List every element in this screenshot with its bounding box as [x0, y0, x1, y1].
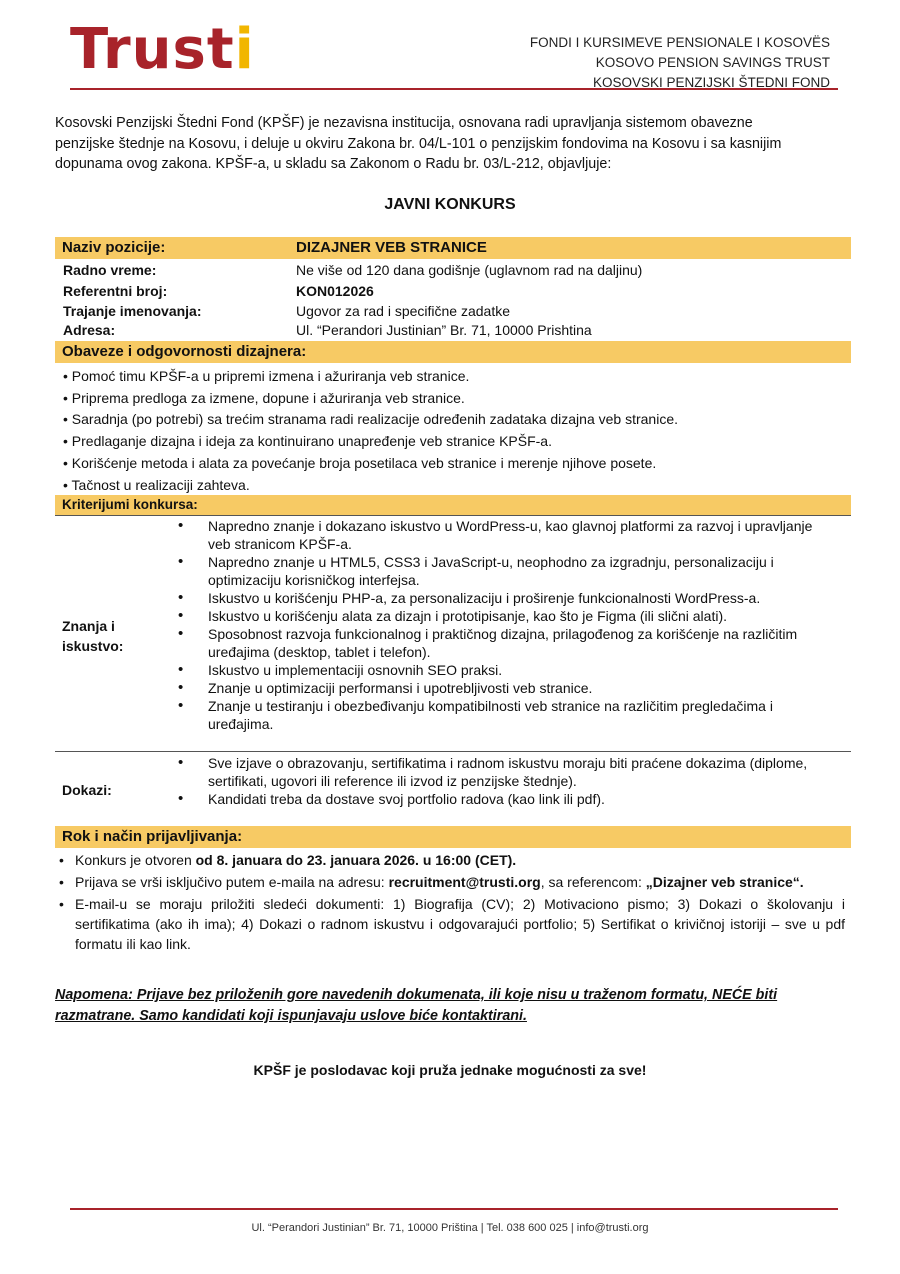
knowledge-item: • Znanje u optimizaciji performansi i upotrebljivosti veb stranice. [178, 679, 838, 697]
info-value: Ne više od 120 dana godišnje (uglavnom rad na daljinu) [296, 262, 643, 278]
dates-range: od 8. januara do 23. januara 2026. u 16:00 (CET). [195, 852, 517, 868]
knowledge-item: • Iskustvo u korišćenju PHP-a, za personalizaciju i proširenje funkcionalnosti WordPress-a. [178, 589, 838, 607]
info-row-reference [55, 281, 851, 301]
info-value: Ugovor za rad i specifične zadatke [296, 303, 510, 319]
position-band [55, 237, 851, 259]
application-list [55, 850, 845, 954]
info-label: Trajanje imenovanja: [63, 303, 202, 319]
info-label: Radno vreme: [63, 262, 157, 278]
info-label: Adresa: [63, 322, 116, 338]
duty-item: • Predlaganje dizajna i ideja za kontinuirano unapređenje veb stranice KPŠF-a. [63, 433, 552, 449]
knowledge-label [62, 616, 123, 656]
proof-label: Dokazi: [62, 782, 112, 798]
application-heading: Rok i način prijavljivanja: [62, 828, 243, 845]
position-value: DIZAJNER VEB STRANICE [296, 239, 487, 256]
duty-item: • Korišćenje metoda i alata za povećanje broja posetilaca veb stranice i merenje njihove posete. [63, 455, 657, 471]
email-reference: „Dizajner veb stranice“. [645, 874, 804, 890]
intro-line: penzijske štednje na Kosovu, i deluje u okviru Zakona br. 04/L-101 o penzijskim fondovima na Kosovu i sa kasnijim [55, 135, 782, 152]
trusti-logo [70, 17, 255, 82]
info-label: Referentni broj: [63, 283, 168, 299]
application-item-email [55, 872, 845, 892]
proof-item: • Kandidati treba da dostave svoj portfolio radova (kao link ili pdf). [178, 790, 838, 808]
info-row-duration [55, 301, 851, 321]
email-middle: , sa referencom: [540, 874, 646, 890]
footer-contact: Ul. “Perandori Justinian” Br. 71, 10000 Priština | Tel. 038 600 025 | info@trusti.org [251, 1222, 649, 1234]
duties-band [55, 341, 851, 363]
org-name-serbian: KOSOVSKI PENZIJSKI ŠTEDNI FOND [592, 75, 830, 90]
application-item-documents: • E-mail-u se moraju priložiti sledeći dokumenti: 1) Biografija (CV); 2) Motivaciono pismo; 3) Dokazi o školovanju i sertifikatima (ako ih ima); 4) Dokazi o radnom iskustvu i odgovarajući portfolio; 5) Sertifikat o krivičnoj istoriji – sve u pdf formatu ili kao link. [55, 894, 845, 954]
duty-item: • Saradnja (po potrebi) sa trećim stranama radi realizacije određenih zadataka dizajna veb stranice. [63, 411, 679, 427]
logo-main: Trust [70, 17, 235, 82]
criteria-heading: Kriterijumi konkursa: [62, 497, 198, 512]
proof-divider [55, 751, 851, 752]
header-divider [70, 88, 838, 90]
intro-line: Kosovski Penzijski Štedni Fond (KPŠF) je nezavisna institucija, osnovana radi upravljanja sistemom obavezne [55, 115, 753, 131]
recruitment-email-link[interactable]: recruitment@trusti.org [388, 874, 541, 890]
info-value: KON012026 [296, 283, 374, 299]
logo-last-letter: i [234, 17, 255, 82]
knowledge-list [178, 517, 838, 733]
email-prefix: Prijava se vrši isključivo putem e-maila na adresu: [75, 874, 389, 890]
dates-prefix: Konkurs je otvoren [75, 852, 196, 868]
knowledge-item: • Napredno znanje i dokazano iskustvo u WordPress-u, kao glavnoj platformi za razvoj i upravljanje veb stranicom KPŠF-a. [178, 517, 838, 553]
position-label: Naziv pozicije: [62, 239, 166, 256]
duties-heading: Obaveze i odgovornosti dizajnera: [62, 343, 307, 360]
proof-item: • Sve izjave o obrazovanju, sertifikatima i radnom iskustvu moraju biti praćene dokazima (diplome, sertifikati, ugovori ili reference ili izvod iz penzijske štednje). [178, 754, 838, 790]
knowledge-item: • Napredno znanje u HTML5, CSS3 i JavaScript-u, neophodno za izgradnju, personalizaciju i optimizaciju korisničkog interfejsa. [178, 553, 838, 589]
knowledge-label-line: Znanja i [62, 618, 115, 634]
org-name-albanian: FONDI I KURSIMEVE PENSIONALE I KOSOVËS [529, 35, 830, 50]
info-row-working-time [55, 260, 851, 280]
application-band [55, 826, 851, 848]
criteria-band [55, 495, 851, 515]
closing-statement: KPŠF je poslodavac koji pruža jednake mogućnosti za sve! [253, 1062, 647, 1078]
knowledge-item: • Iskustvo u korišćenju alata za dizajn i prototipisanje, kao što je Figma (ili slični alati). [178, 607, 838, 625]
knowledge-item: • Znanje u testiranju i obezbeđivanju kompatibilnosti veb stranice na različitim pregledačima i uređajima. [178, 697, 838, 733]
knowledge-item: • Iskustvo u implementaciji osnovnih SEO praksi. [178, 661, 838, 679]
footer-divider [70, 1208, 838, 1210]
knowledge-label-line: iskustvo: [62, 638, 124, 654]
info-row-address [55, 320, 851, 340]
info-value: Ul. “Perandori Justinian” Br. 71, 10000 Prishtina [296, 322, 592, 338]
duty-item: • Tačnost u realizaciji zahteva. [63, 477, 250, 493]
note-paragraph: Napomena: Prijave bez priloženih gore navedenih dokumenata, ili koje nisu u traženom formatu, NEĆE biti razmatrane. Samo kandidati koji ispunjavaju uslove biće kontaktirani. [55, 987, 778, 1024]
intro-paragraph [55, 113, 845, 175]
document-title: JAVNI KONKURS [384, 196, 516, 213]
duty-item: • Priprema predloga za izmene, dopune i ažuriranja veb stranice. [63, 390, 465, 406]
org-name-english: KOSOVO PENSION SAVINGS TRUST [595, 55, 830, 70]
intro-line: dopunama ovog zakona. KPŠF-a, u skladu sa Zakonom o Radu br. 03/L-212, objavljuje: [55, 156, 612, 172]
application-item-dates [55, 850, 845, 870]
criteria-divider [55, 515, 851, 516]
proof-list [178, 754, 838, 808]
knowledge-item: • Sposobnost razvoja funkcionalnog i praktičnog dizajna, prilagođenog za korišćenje na različitim uređajima (desktop, tablet i telefon). [178, 625, 838, 661]
header-organization-names [530, 33, 830, 93]
duty-item: • Pomoć timu KPŠF-a u pripremi izmena i ažuriranja veb stranice. [63, 368, 470, 384]
